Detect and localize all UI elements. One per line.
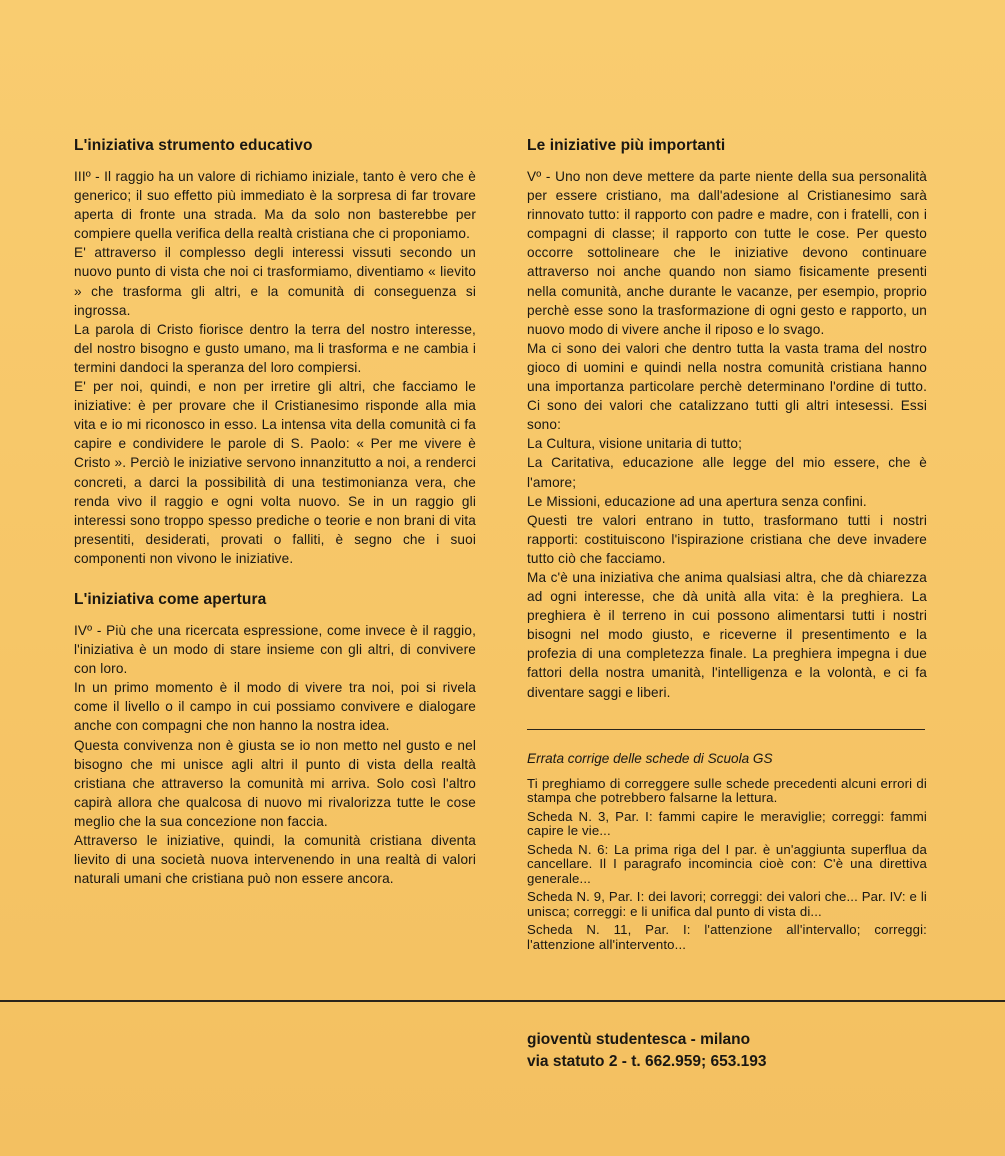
errata-item: Scheda N. 6: La prima riga del I par. è un'aggiunta superflua da cancellare. Il I paragrafo incomincia cioè con: C'è una direttiva generale... bbox=[527, 841, 927, 886]
footer-organization: gioventù studentesca - milano bbox=[527, 1031, 751, 1048]
right-column bbox=[527, 136, 927, 956]
paragraph: Ma ci sono dei valori che dentro tutta la vasta trama del nostro gioco di uomini e quindi nella nostra comunità cristiana hanno una importanza particolare perchè determinano l'ordine di tutto. Ci sono dei valori che catalizzano tutti gli altri intesessi. Essi sono: bbox=[527, 340, 927, 433]
paragraph: Questi tre valori entrano in tutto, trasformano tutti i nostri rapporti: costituiscono l'ispirazione cristiana che deve invadere tutto ciò che facciamo. bbox=[527, 512, 927, 566]
errata-item: Scheda N. 11, Par. I: l'attenzione all'intervallo; correggi: l'attenzione all'intervento... bbox=[527, 922, 927, 952]
paragraph: IIIº - Il raggio ha un valore di richiamo iniziale, tanto è vero che è generico; il suo effetto più immediato è la sorpresa di far trovare aperta di fronte una strada. Ma da solo non basterebbe per compiere quella verifica della realtà cristiana che ci proponiamo. bbox=[74, 169, 476, 242]
paragraph: La parola di Cristo fiorisce dentro la terra del nostro interesse, del nostro bisogno e gusto umano, ma li trasforma e ne cambia i termini dandoci la speranza del loro compiersi. bbox=[74, 321, 476, 375]
paragraph: La Cultura, visione unitaria di tutto; bbox=[527, 436, 743, 452]
paragraph: La Caritativa, educazione alle legge del mio essere, che è l'amore; bbox=[527, 455, 927, 490]
footer-divider bbox=[0, 1000, 1005, 1002]
errata-title: Errata corrige delle schede di Scuola GS bbox=[527, 750, 773, 766]
errata-item: Scheda N. 9, Par. I: dei lavori; correggi: dei valori che... Par. IV: e li unisca; correggi: e li unifica dal punto di vista di... bbox=[527, 889, 927, 919]
paragraph: In un primo momento è il modo di vivere tra noi, poi si rivela come il livello o il campo in cui possiamo convivere e dialogare anche con compagni che non hanno la nostra idea. bbox=[74, 680, 476, 734]
footer-address: via statuto 2 - t. 662.959; 653.193 bbox=[527, 1053, 767, 1070]
left-column bbox=[74, 136, 476, 888]
paragraph: IVº - Più che una ricercata espressione, come invece è il raggio, l'iniziativa è un modo di stare insieme con gli altri, di convivere con loro. bbox=[74, 622, 476, 677]
paragraph: E' per noi, quindi, e non per irretire gli altri, che facciamo le iniziative: è per provare che il Cristianesimo risponde alla mia vita e io mi riconosco in esso. La intensa vita della comunità ci fa capire e condividere le parole di S. Paolo: « Per me vivere è Cristo ». Perciò le iniziative servono innanzitutto a noi, a renderci concreti, a darci la possibilità di una testimonianza vera, che renda vivo il raggio e ogni volta nuovo. Se in un raggio gli interessi sono troppo spesso prediche o teorie e non brani di vita presentiti, desiderati, provati o falliti, è segno che i suoi componenti non vivono le iniziative. bbox=[74, 379, 476, 566]
section-title-come-apertura: L'iniziativa come apertura bbox=[74, 590, 267, 608]
paragraph: Le Missioni, educazione ad una apertura senza confini. bbox=[527, 493, 867, 509]
divider bbox=[527, 729, 925, 730]
section-title-strumento-educativo: L'iniziativa strumento educativo bbox=[74, 137, 313, 154]
footer bbox=[527, 1029, 947, 1073]
paragraph: Questa convivenza non è giusta se io non metto nel gusto e nel bisogno che mi unisce agli altri il punto di vista della realtà cristiana che attraverso la comunità mi arriva. Solo così l'altro capirà allora che qualcosa di nuovo mi rivalorizza tutte le cose meglio che la sua concezione non faccia. bbox=[74, 737, 476, 829]
section-title-iniziative-importanti: Le iniziative più importanti bbox=[527, 137, 726, 154]
paragraph: E' attraverso il complesso degli interessi vissuti secondo un nuovo punto di vista che noi ci trasformiamo, diventiamo « lievito » che trasforma gli altri, e la comunità di conseguenza si ingrossa. bbox=[74, 245, 476, 318]
paragraph: Attraverso le iniziative, quindi, la comunità cristiana diventa lievito di una società nuova intervenendo in una realtà di valori naturali umani che cristiana può non essere ancora. bbox=[74, 833, 476, 887]
errata-item: Scheda N. 3, Par. I: fammi capire le meraviglie; correggi: fammi capire le vie... bbox=[527, 808, 927, 839]
errata-item: Ti preghiamo di correggere sulle schede precedenti alcuni errori di stampa che potrebbero falsarne la lettura. bbox=[527, 775, 927, 806]
paragraph: Vº - Uno non deve mettere da parte niente della sua personalità per essere cristiano, ma dall'adesione al Cristianesimo sarà rinnovato tutto: il rapporto con padre e madre, con i fratelli, con i compagni di classe; il rapporto con tutte le cose. Per questo occorre sottolineare che le iniziative devono continuare attraverso noi anche quando non siamo fisicamente presenti nella comunità, anche durante le vacanze, per esempio, proprio perchè esse sono la trasformazione di ogni gesto e rapporto, un nuovo modo di vivere anche il riposo e lo svago. bbox=[527, 169, 927, 337]
paragraph: Ma c'è una iniziativa che anima qualsiasi altra, che dà chiarezza ad ogni interesse, che dà unità alla vita: è la preghiera. La preghiera è il terreno in cui possono alimentarsi tutti i nostri bisogni nel modo giusto, e riceverne il presentimento e la profezia di una completezza finale. La preghiera impegna i due fattori della nostra umanità, l'intelligenza e la volontà, e ci fa diventare saggi e liberi. bbox=[527, 569, 927, 700]
